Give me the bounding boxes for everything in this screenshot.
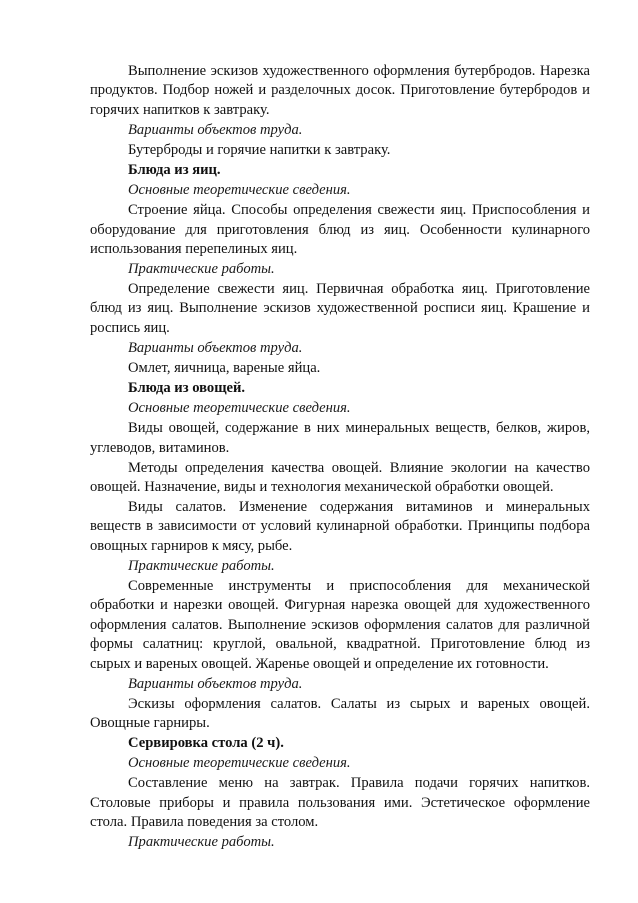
paragraph-intro: Выполнение эскизов художественного оформления бутербродов. Нарезка продуктов. Подбор ножей и разделочных досок. Приготовление бутербродов и горячих напитков к завтраку. (90, 63, 590, 118)
subheading-practice: Практические работы. (128, 557, 275, 574)
paragraph-theory: Методы определения качества овощей. Влияние экологии на качество овощей. Назначение, виды и технология механической обработки овощей. (90, 459, 590, 496)
paragraph-theory: Составление меню на завтрак. Правила подачи горячих напитков. Столовые приборы и правила пользования ими. Эстетическое оформление стола. Правила поведения за столом. (90, 775, 590, 831)
paragraph-practice: Определение свежести яиц. Первичная обработка яиц. Приготовление блюд из яиц. Выполнение эскизов художественной росписи яиц. Крашение и роспись яиц. (90, 281, 590, 336)
section-heading-vegetables: Блюда из овощей. (128, 380, 246, 397)
paragraph-objects: Бутерброды и горячие напитки к завтраку. (128, 141, 391, 158)
subheading-variants: Варианты объектов труда. (128, 675, 303, 692)
section-heading-table-setting: Сервировка стола (2 ч). (128, 735, 284, 752)
paragraph-theory: Виды салатов. Изменение содержания витаминов и минеральных веществ в зависимости от условий кулинарной обработки. Принципы подбора овощных гарниров к мясу, рыбе. (90, 499, 590, 554)
document-body (90, 62, 590, 853)
subheading-variants: Варианты объектов труда. (128, 121, 303, 138)
paragraph-objects: Эскизы оформления салатов. Салаты из сырых и вареных овощей. Овощные гарниры. (90, 695, 590, 731)
paragraph-practice: Современные инструменты и приспособления для механической обработки и нарезки овощей. Фигурная нарезка овощей для художественного оформления салатов. Выполнение эскизов оформления салатов для различной формы салатниц: круглой, овальной, квадратной. Приготовление блюд из сырых и вареных овощей. Жаренье овощей и определение их готовности. (90, 577, 590, 672)
subheading-theory: Основные теоретические сведения. (128, 182, 351, 199)
subheading-theory: Основные теоретические сведения. (128, 755, 351, 772)
paragraph-theory: Строение яйца. Способы определения свежести яиц. Приспособления и оборудование для приготовления блюд из яиц. Особенности кулинарного использования перепелиных яиц. (90, 202, 590, 258)
subheading-theory: Основные теоретические сведения. (128, 400, 351, 417)
paragraph-objects: Омлет, яичница, вареные яйца. (128, 359, 321, 376)
subheading-practice: Практические работы. (128, 261, 275, 278)
subheading-variants: Варианты объектов труда. (128, 339, 303, 356)
paragraph-theory: Виды овощей, содержание в них минеральных веществ, белков, жиров, углеводов, витаминов. (90, 420, 590, 456)
subheading-practice: Практические работы. (128, 834, 275, 851)
section-heading-eggs: Блюда из яиц. (128, 162, 221, 179)
